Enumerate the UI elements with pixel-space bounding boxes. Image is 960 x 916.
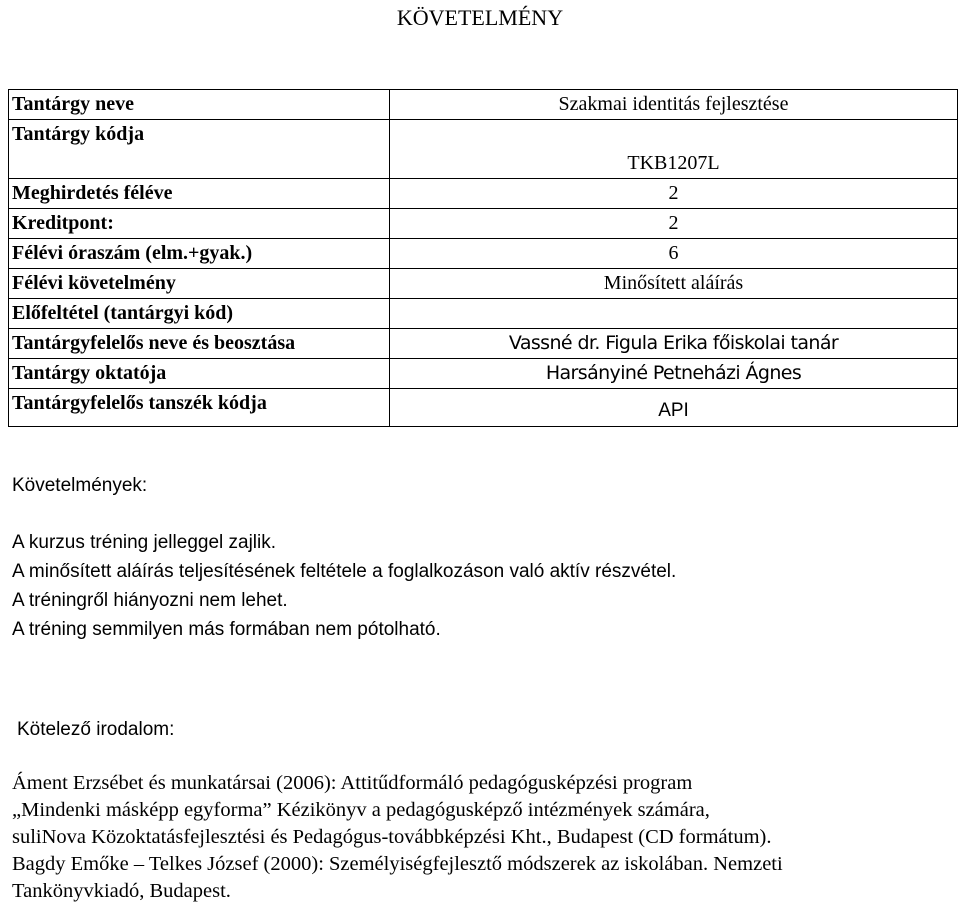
literature-line: „Mindenki másképp egyforma” Kézikönyv a pedagógusképző intézmények számára,	[12, 799, 710, 821]
row-value: TKB1207L	[390, 120, 958, 179]
literature-line: Tankönyvkiadó, Budapest.	[12, 880, 231, 902]
row-label: Félévi óraszám (elm.+gyak.)	[9, 239, 390, 269]
row-label: Tantárgy oktatója	[9, 359, 390, 389]
row-value: Szakmai identitás fejlesztése	[390, 90, 958, 120]
row-value: 2	[390, 209, 958, 239]
row-label: Tantárgy neve	[9, 90, 390, 120]
table-row	[9, 299, 958, 329]
row-value: 2	[390, 179, 958, 209]
requirements-heading: Követelmények:	[12, 475, 148, 496]
row-value	[390, 299, 958, 329]
row-label: Tantárgyfelelős neve és beosztása	[9, 329, 390, 359]
requirement-line: A kurzus tréning jelleggel zajlik.	[12, 532, 277, 553]
row-label: Félévi követelmény	[9, 269, 390, 299]
table-row	[9, 389, 958, 427]
literature-line: Bagdy Emőke – Telkes József (2000): Személyiségfejlesztő módszerek az iskolában. Nemzeti	[12, 853, 783, 875]
row-label: Meghirdetés féléve	[9, 179, 390, 209]
document-title: KÖVETELMÉNY	[396, 5, 564, 30]
requirements-list	[12, 528, 676, 644]
table-row	[9, 269, 958, 299]
table-row	[9, 90, 958, 120]
row-label: Tantárgy kódja	[9, 120, 390, 179]
row-value: API	[390, 389, 958, 427]
literature-list	[12, 770, 952, 905]
row-label: Kreditpont:	[9, 209, 390, 239]
requirement-line: A tréning semmilyen más formában nem pótolható.	[12, 619, 441, 640]
table-row	[9, 209, 958, 239]
table-row	[9, 239, 958, 269]
row-value: 6	[390, 239, 958, 269]
table-row	[9, 179, 958, 209]
row-value: Minősített aláírás	[390, 269, 958, 299]
row-value: Vassné dr. Figula Erika főiskolai tanár	[390, 329, 958, 359]
table-row	[9, 120, 958, 179]
requirement-line: A tréningről hiányozni nem lehet.	[12, 590, 288, 611]
course-info-table	[8, 89, 958, 427]
literature-line: Áment Erzsébet és munkatársai (2006): Attitűdformáló pedagógusképzési program	[12, 772, 693, 794]
literature-line: suliNova Közoktatásfejlesztési és Pedagógus-továbbképzési Kht., Budapest (CD formátum).	[12, 826, 772, 848]
row-value: Harsányiné Petneházi Ágnes	[390, 359, 958, 389]
row-label: Előfeltétel (tantárgyi kód)	[9, 299, 390, 329]
table-row	[9, 359, 958, 389]
literature-heading: Kötelező irodalom:	[17, 719, 175, 740]
table-row	[9, 329, 958, 359]
requirement-line: A minősített aláírás teljesítésének feltétele a foglalkozáson való aktív részvétel.	[12, 561, 677, 582]
row-label: Tantárgyfelelős tanszék kódja	[9, 389, 390, 427]
